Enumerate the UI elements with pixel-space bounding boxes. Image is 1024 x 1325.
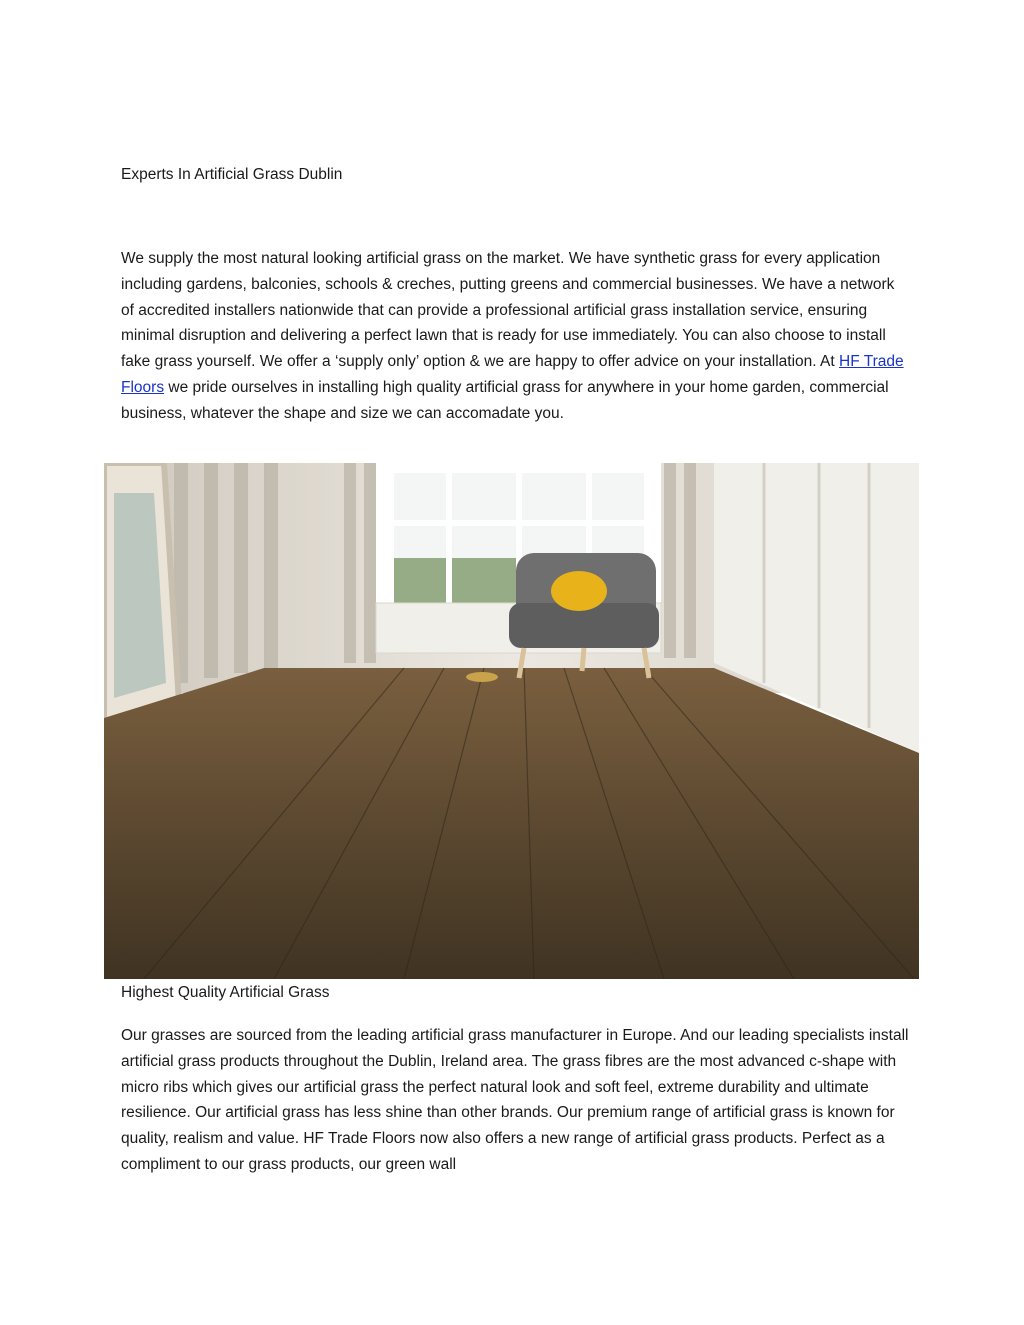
- yellow-pillow: [551, 571, 607, 611]
- intro-text-before-link: We supply the most natural looking artificial grass on the market. We have synthetic grass for every application including gardens, balconies, schools & creches, putting greens and commercial businesses. We have a network of accredited installers nationwide that can provide a professional artificial grass installation service, ensuring minimal disruption and delivering a perfect lawn that is ready for use immediately. You can also choose to install fake grass yourself. We offer a ‘supply only’ option & we are happy to offer advice on your installation. At: [121, 250, 895, 371]
- section-heading-quality: Highest Quality Artificial Grass: [121, 984, 330, 1001]
- section-heading-experts: Experts In Artificial Grass Dublin: [121, 166, 343, 183]
- intro-text-after-link: we pride ourselves in installing high quality artificial grass for anywhere in your home garden, commercial business, whatever the shape and size we can accomadate you.: [121, 378, 889, 422]
- intro-paragraph: [121, 246, 911, 427]
- room-wood-floor-photo: [104, 463, 919, 979]
- wood-floor: [104, 668, 919, 979]
- striped-wallpaper-left: [174, 463, 376, 683]
- shoes: [466, 672, 498, 682]
- hf-trade-floors-link[interactable]: HF Trade Floors: [121, 353, 904, 396]
- quality-paragraph: Our grasses are sourced from the leading artificial grass manufacturer in Europe. And our leading specialists install artificial grass products throughout the Dublin, Ireland area. The grass fibres are the most advanced c-shape with micro ribs which gives our artificial grass the perfect natural look and soft feel, extreme durability and ultimate resilience. Our artificial grass has less shine than other brands. Our premium range of artificial grass is known for quality, realism and value. HF Trade Floors now also offers a new range of artificial grass products. Perfect as a compliment to our grass products, our green wall: [121, 1027, 909, 1173]
